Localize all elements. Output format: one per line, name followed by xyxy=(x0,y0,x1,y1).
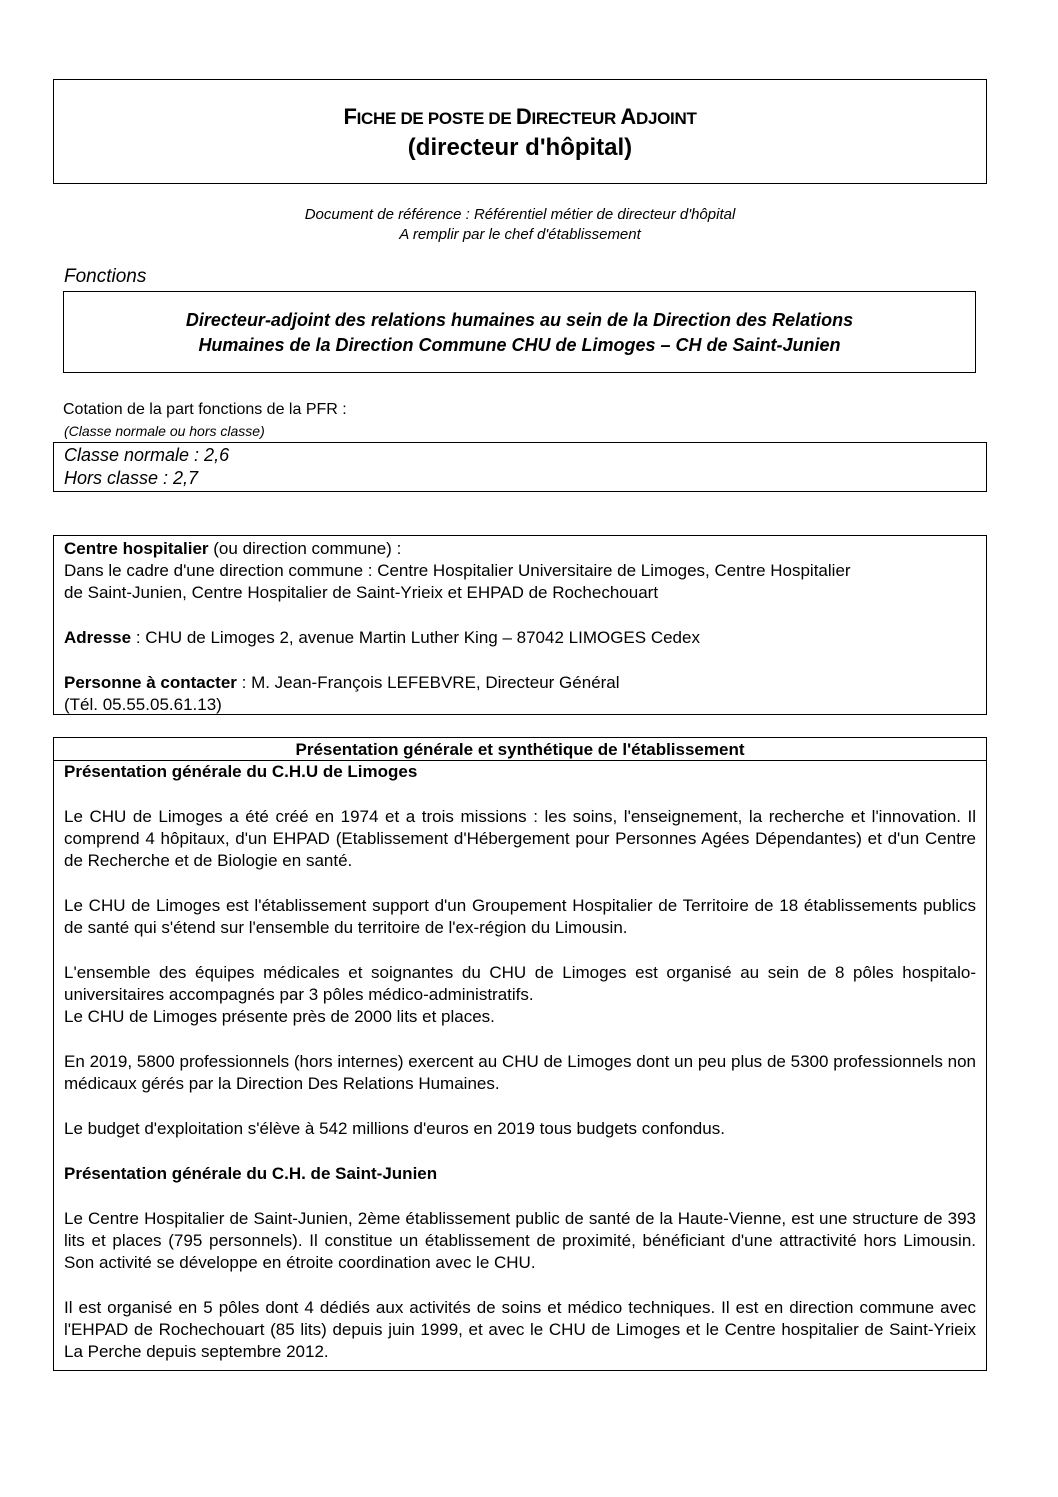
hors-classe: Hors classe : 2,7 xyxy=(64,468,199,488)
fonctions-line: Humaines de la Direction Commune CHU de Limoges – CH de Saint-Junien xyxy=(198,335,841,355)
reference-note xyxy=(0,205,1040,245)
cotation-box xyxy=(53,442,987,492)
centre-text: Dans le cadre d'une direction commune : Centre Hospitalier Universitaire de Limoges, Centre Hospitalier xyxy=(64,561,851,580)
presentation-box xyxy=(53,737,987,1371)
cotation-label: Cotation de la part fonctions de la PFR : xyxy=(63,401,347,418)
fonctions-label: Fonctions xyxy=(64,266,147,287)
document-title: FICHE DE POSTE DE DIRECTEUR ADJOINT xyxy=(343,104,697,129)
fonctions-box xyxy=(63,291,976,373)
paragraph: Le Centre Hospitalier de Saint-Junien, 2ème établissement public de santé de la Haute-Vienne, est une structure de 393 lits et places (795 personnels). Il constitue un établissement de proximité, bénéficiant d'une attractivité hors Limousin. Son activité se développe en étroite coordination avec le CHU. xyxy=(64,1209,976,1272)
instruction-line: A remplir par le chef d'établissement xyxy=(399,226,641,243)
paragraph: En 2019, 5800 professionnels (hors internes) exercent au CHU de Limoges dont un peu plus de 5300 professionnels non médicaux gérés par la Direction Des Relations Humaines. xyxy=(64,1052,976,1093)
centre-text: de Saint-Junien, Centre Hospitalier de Saint-Yrieix et EHPAD de Rochechouart xyxy=(64,583,659,602)
ch-section-title: Présentation générale du C.H. de Saint-Junien xyxy=(64,1164,438,1183)
adresse: Adresse : CHU de Limoges 2, avenue Martin Luther King – 87042 LIMOGES Cedex xyxy=(64,628,700,647)
paragraph: Le CHU de Limoges présente près de 2000 lits et places. xyxy=(64,1007,495,1026)
reference-line: Document de référence : Référentiel métier de directeur d'hôpital xyxy=(304,206,736,223)
paragraph: L'ensemble des équipes médicales et soignantes du CHU de Limoges est organisé au sein de 8 pôles hospitalo-universitaires accompagnés par 3 pôles médico-administratifs. xyxy=(64,963,976,1004)
centre-label: Centre hospitalier (ou direction commune) : xyxy=(64,539,402,558)
paragraph: Le CHU de Limoges est l'établissement support d'un Groupement Hospitalier de Territoire de 18 établissements publics de santé qui s'étend sur l'ensemble du territoire de l'ex-région du Limousin. xyxy=(64,896,976,937)
centre-hospitalier-box xyxy=(53,535,987,715)
paragraph: Le CHU de Limoges a été créé en 1974 et a trois missions : les soins, l'enseignement, la recherche et l'innovation. Il comprend 4 hôpitaux, d'un EHPAD (Etablissement d'Hébergement pour Personnes Agées Dépendantes) et d'un Centre de Recherche et de Biologie en santé. xyxy=(64,807,976,870)
contact-phone: (Tél. 05.55.05.61.13) xyxy=(64,695,222,714)
classe-normale: Classe normale : 2,6 xyxy=(64,445,230,465)
paragraph: Il est organisé en 5 pôles dont 4 dédiés aux activités de soins et médico techniques. Il est en direction commune avec l'EHPAD de Rochechouart (85 lits) depuis juin 1999, et avec le CHU de Limoges et le Centre hospitalier de Saint-Yrieix La Perche depuis septembre 2012. xyxy=(64,1298,976,1361)
contact: Personne à contacter : M. Jean-François LEFEBVRE, Directeur Général xyxy=(64,673,620,692)
paragraph: Le budget d'exploitation s'élève à 542 millions d'euros en 2019 tous budgets confondus. xyxy=(64,1119,725,1138)
chu-section-title: Présentation générale du C.H.U de Limoges xyxy=(64,762,418,781)
fonctions-line: Directeur-adjoint des relations humaines au sein de la Direction des Relations xyxy=(185,310,854,330)
title-box xyxy=(53,79,987,184)
cotation-note: (Classe normale ou hors classe) xyxy=(64,423,265,439)
presentation-header: Présentation générale et synthétique de l'établissement xyxy=(54,738,986,761)
document-subtitle: (directeur d'hôpital) xyxy=(407,134,633,161)
